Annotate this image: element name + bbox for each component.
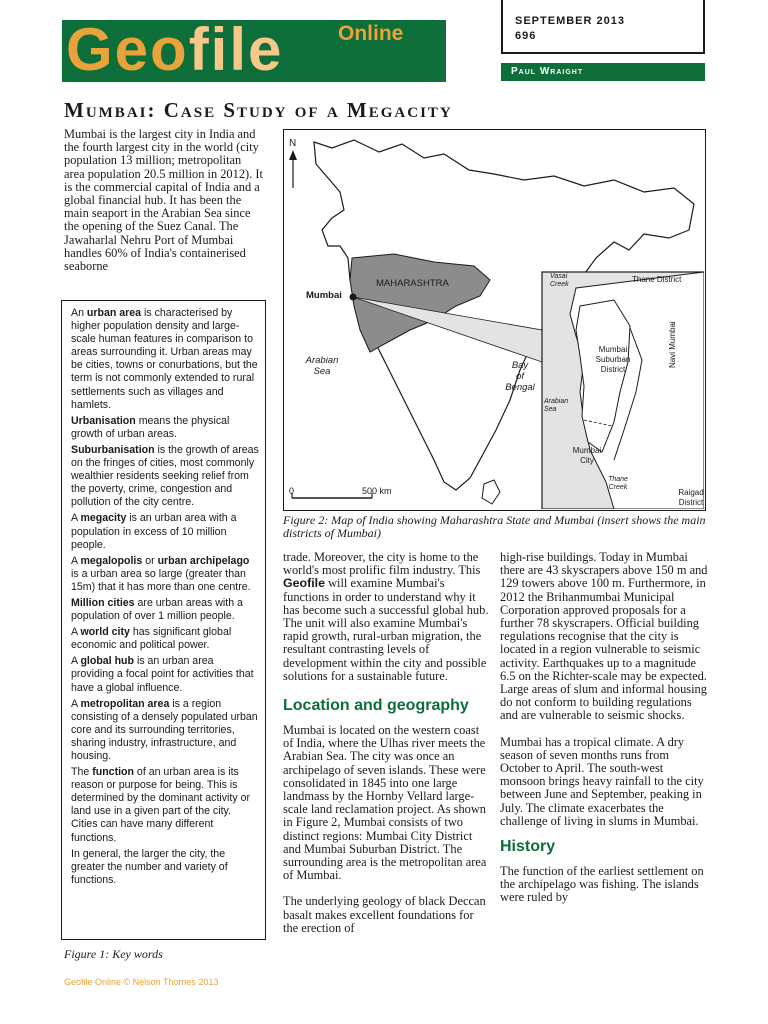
north-label: N [289,138,297,149]
scale-km: 500 km [362,486,392,496]
thane-district-label: Thane District [632,275,682,284]
inset-arabian-sea-label: Arabian Sea [544,398,569,413]
raigad-district-label: Raigad District [678,488,704,507]
keyword-def: A megalopolis or urban archipelago is a urban area so large (greater than 15m) that it has more than one centre. [71,554,251,593]
suburban-district-label: Mumbai Suburban District [595,345,631,374]
keyword-def: A world city has significant global economic and political power. [71,626,232,652]
issue-date: SEPTEMBER 2013 [515,15,625,27]
mumbai-city-label: Mumbai City [572,446,602,465]
india-map-figure [283,129,706,511]
issue-info [501,0,705,54]
keyword-def: In general, the larger the city, the greater the number and variety of functions. [71,847,228,886]
maharashtra-label: MAHARASHTRA [376,278,449,289]
keyword-def: Suburbanisation is the growth of areas on the fringes of cities, most commonly wealthier residents seeking relief from the poverty, crime, congestion and pollution of the city centre. [71,443,259,509]
paragraph: Mumbai is located on the western coast of India, where the Ulhas river meets the Arabian Sea. The city was once an archipelago of seven islands. These were consolidated in 1845 into one large landmass by the Hornby Vellard large-scale land reclamation project. As shown in Figure 2, Mumbai consists of two distinct regions: Mumbai City District and Mumbai Suburban District. The surrounding area is the metropolitan area of Mumbai. [283,723,487,883]
paragraph: high-rise buildings. Today in Mumbai there are 43 skyscrapers above 150 m and 129 towers above 100 m. Furthermore, in 2012 the Brihanmumbai Municipal Corporation approved proposals for a further 78 skyscrapers. Official building regulations recognise that the city is located in a region vulnerable to seismic activity. Earthquakes up to a magnitude 6.5 on the Richter-scale may be expected. Large areas of slum and informal housing do not conform to building regulations and are vulnerable to seismic shocks. [500,550,708,723]
page-title: Mumbai: Case Study of a Megacity [64,98,453,122]
keyword-def: An urban area is characterised by higher population density and large-scale human features in comparison to areas surrounding it. Urban areas may be cities, towns or conurbations, but the term is not commonly extended to rural settlements such as villages and hamlets. [71,307,258,411]
keyword-def: Million cities are urban areas with a population of over 1 million people. [71,596,243,623]
key-words-box [61,300,266,940]
keyword-def: A metropolitan area is a region consisting of a densely populated urban core and its surrounding territories, sharing industry, infrastructure, and housing. [71,697,258,762]
figure1-caption: Figure 1: Key words [64,947,163,961]
brand-online: Online [338,22,404,45]
issue-number: 696 [515,30,537,42]
bay-of-bengal-label: Bay of Bengal [505,360,535,393]
keyword-def: A global hub is an urban area providing a focal point for activities that have a global influence. [71,655,254,694]
paragraph: Mumbai has a tropical climate. A dry season of seven months runs from October to April. The south-west monsoon brings heavy rainfall to the city between June and September, peaking in July. The climate exacerbates the challenge of living in slums in Mumbai. [500,734,704,828]
keyword-def: Urbanisation means the physical growth of urban areas. [71,414,230,440]
scale-zero: 0 [289,486,295,496]
paragraph: The underlying geology of black Deccan basalt makes excellent foundations for the erection of [283,894,486,935]
arabian-sea-label: Arabian Sea [305,355,339,377]
brand-wordmark: Geofile [66,16,284,83]
paragraph: trade. Moreover, the city is home to the world's most prolific film industry. This Geofile will examine Mumbai's functions in order to understand why it has become such a successful global hub. The unit will also examine Mumbai's rapid growth, rural-urban migration, the resultant contrasting levels of development within the city and possible solutions for a sustainable future. [283,550,489,683]
figure2-caption: Figure 2: Map of India showing Maharashtra State and Mumbai (insert shows the main districts of Mumbai) [283,513,706,540]
article-column-3 [500,551,708,918]
author-bar [501,63,705,81]
india-map-drawing [284,130,704,509]
vasai-creek-label: Vasai Creek [550,273,569,288]
author-name: Paul Wraight [511,66,584,77]
section-heading-history: History [500,838,556,856]
article-column-2 [283,551,491,948]
keyword-def: The function of an urban area is its reason or purpose for being. This is determined by the dominant activity or land use in a given part of the city. Cities can have many different functions. [71,766,251,844]
navi-mumbai-label: Navi Mumbai [668,321,677,368]
north-arrow-head [289,150,297,160]
mumbai-label: Mumbai [306,290,342,301]
sri-lanka [482,480,500,504]
paragraph: The function of the earliest settlement on the archipelago was fishing. The islands were ruled by [500,864,704,905]
section-heading-location: Location and geography [283,697,469,715]
keyword-def: A megacity is an urban area with a population in excess of 10 million people. [71,512,237,551]
footer-copyright: Geofile Online © Nelson Thornes 2013 [64,977,219,987]
thane-creek-label: Thane Creek [608,476,628,491]
intro-paragraph: Mumbai is the largest city in India and the fourth largest city in the world (city population 13 million; metropolitan area population 20.5 million in 2012). It is the commercial capital of India and a global financial hub. It has been the main seaport in the Arabian Sea since the opening of the Suez Canal. The Jawaharlal Nehru Port of Mumbai handles 60% of India's containerised seaborne [64,127,263,274]
masthead-logo [62,16,446,83]
